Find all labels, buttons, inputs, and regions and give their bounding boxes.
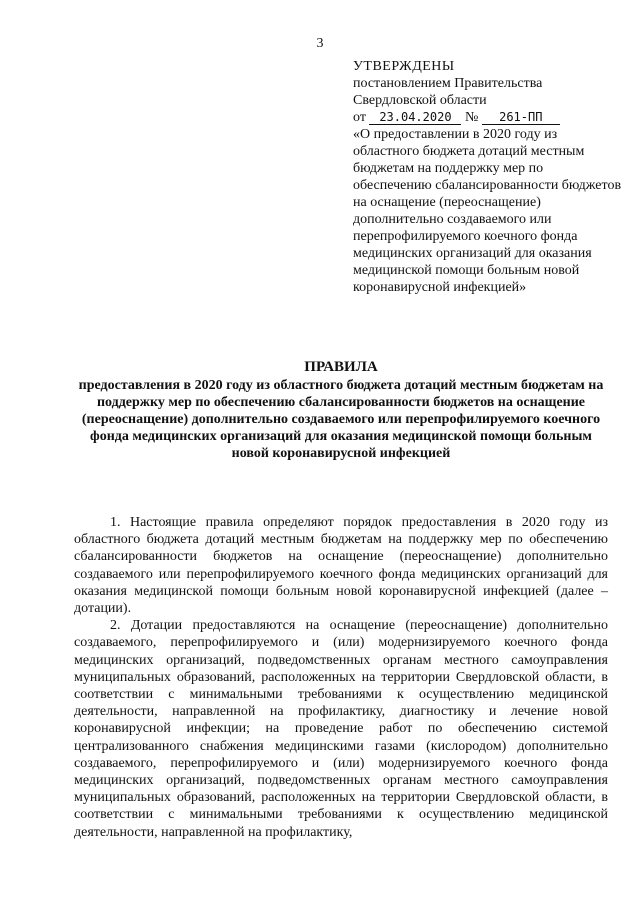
approval-line-2: Свердловской области: [353, 93, 487, 108]
approval-block: [353, 58, 625, 296]
page-number: 3: [316, 36, 324, 51]
approval-date-line: [353, 109, 625, 126]
number-prefix: №: [464, 110, 479, 125]
document-subtitle: предоставления в 2020 году из областного бюджета дотаций местным бюджетам на поддержку мер по обеспечению сбалансированности бюджетов на оснащение (переоснащение) дополнительно создаваемого или перепрофилируемого коечного фонда медицинских организаций для оказания медицинской помощи больным новой коронавирусной инфекцией: [78, 378, 604, 461]
approval-line-1: постановлением Правительства: [353, 76, 543, 91]
approval-reference: «О предоставлении в 2020 году из областного бюджета дотаций местным бюджетам на поддержку мер по обеспечению сбалансированности бюджетов на оснащение (переоснащение) дополнительно создаваемого или перепрофилируемого коечного фонда медицинских организаций для оказания медицинской помощи больным новой коронавирусной инфекцией»: [353, 127, 622, 295]
document-title: ПРАВИЛА: [304, 359, 378, 375]
approval-date: 23.04.2020: [369, 110, 461, 125]
document-body: [74, 514, 608, 841]
document-title-block: [74, 357, 608, 462]
date-prefix: от: [353, 110, 366, 125]
approval-heading: УТВЕРЖДЕНЫ: [353, 59, 455, 74]
paragraph-1: 1. Настоящие правила определяют порядок предоставления в 2020 году из областного бюджета дотаций местным бюджетам на поддержку мер по обеспечению сбалансированности бюджетов на оснащение (переоснащение) дополнительно создаваемого или перепрофилируемого коечного фонда медицинских организаций для оказания медицинской помощи больным новой коронавирусной инфекцией (далее – дотации).: [74, 515, 608, 617]
paragraph-2: 2. Дотации предоставляются на оснащение (переоснащение) дополнительно создаваемого, перепрофилируемого и (или) модернизируемого коечного фонда медицинских организаций, подведомственных органам местного самоуправления муниципальных образований, расположенных на территории Свердловской области, в соответствии с минимальными требованиями к осуществлению медицинской деятельности, направленной на профилактику, диагностику и лечение новой коронавирусной инфекции; на проведение работ по обеспечению системой централизованного снабжения медицинскими газами (кислородом) дополнительно создаваемого, перепрофилируемого и (или) модернизируемого коечного фонда медицинских организаций, подведомственных органам местного самоуправления муниципальных образований, расположенных на территории Свердловской области, в соответствии с минимальными требованиями к осуществлению медицинской деятельности, направленной на профилактику,: [74, 618, 608, 840]
approval-number: 261-ПП: [482, 110, 560, 125]
